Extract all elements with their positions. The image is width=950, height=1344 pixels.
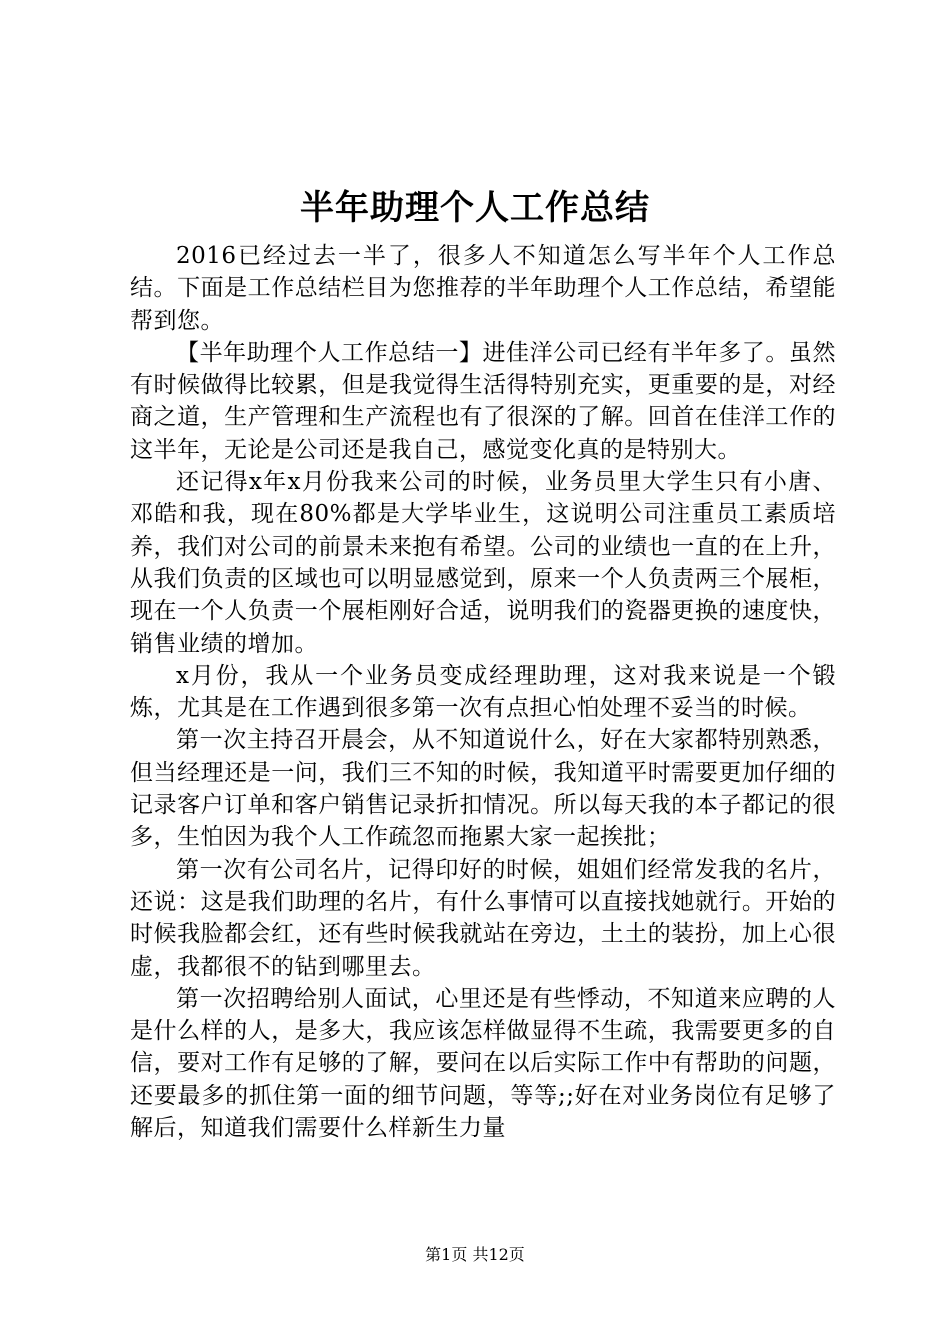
document-title: 半年助理个人工作总结 (300, 188, 650, 228)
paragraph-first-meeting: 第一次主持召开晨会，从不知道说什么，好在大家都特别熟悉，但当经理还是一问，我们三不知的时候，我知道平时需要更加仔细的记录客户订单和客户销售记录折扣情况。所以每天我的本子都记的很多，生怕因为我个人工作疏忽而拖累大家一起挨批； (130, 727, 836, 851)
page-number-footer: 第1页 共12页 (425, 1245, 525, 1264)
paragraph-company-growth: 还记得x年x月份我来公司的时候，业务员里大学生只有小唐、邓皓和我，现在80%都是大学毕业生，这说明公司注重员工素质培养，我们对公司的前景未来抱有希望。公司的业绩也一直的在上升，从我们负责的区域也可以明显感觉到，原来一个人负责两三个展柜，现在一个人负责一个展柜刚好合适，说明我们的瓷器更换的速度快，销售业绩的增加。 (130, 469, 836, 657)
paragraph-intro: 2016已经过去一半了，很多人不知道怎么写半年个人工作总结。下面是工作总结栏目为您推荐的半年助理个人工作总结，希望能帮到您。 (130, 243, 836, 334)
paragraph-promotion: x月份，我从一个业务员变成经理助理，这对我来说是一个锻炼，尤其是在工作遇到很多第一次有点担心怕处理不妥当的时候。 (130, 662, 836, 722)
document-body (130, 240, 836, 1144)
paragraph-first-business-card: 第一次有公司名片，记得印好的时候，姐姐们经常发我的名片，还说：这是我们助理的名片，有什么事情可以直接找她就行。开始的时候我脸都会红，还有些时候我就站在旁边，土土的装扮，加上心很虚，我都很不的钻到哪里去。 (130, 856, 836, 980)
paragraph-summary-one: 【半年助理个人工作总结一】进佳洋公司已经有半年多了。虽然有时候做得比较累，但是我觉得生活得特别充实，更重要的是，对经商之道，生产管理和生产流程也有了很深的了解。回首在佳洋工作的这半年，无论是公司还是我自己，感觉变化真的是特别大。 (130, 339, 836, 463)
paragraph-first-interview: 第一次招聘给别人面试，心里还是有些悸动，不知道来应聘的人是什么样的人，是多大，我应该怎样做显得不生疏，我需要更多的自信，要对工作有足够的了解，要问在以后实际工作中有帮助的问题，还要最多的抓住第一面的细节问题，等等;;好在对业务岗位有足够了解后，知道我们需要什么样新生力量 (130, 985, 836, 1142)
